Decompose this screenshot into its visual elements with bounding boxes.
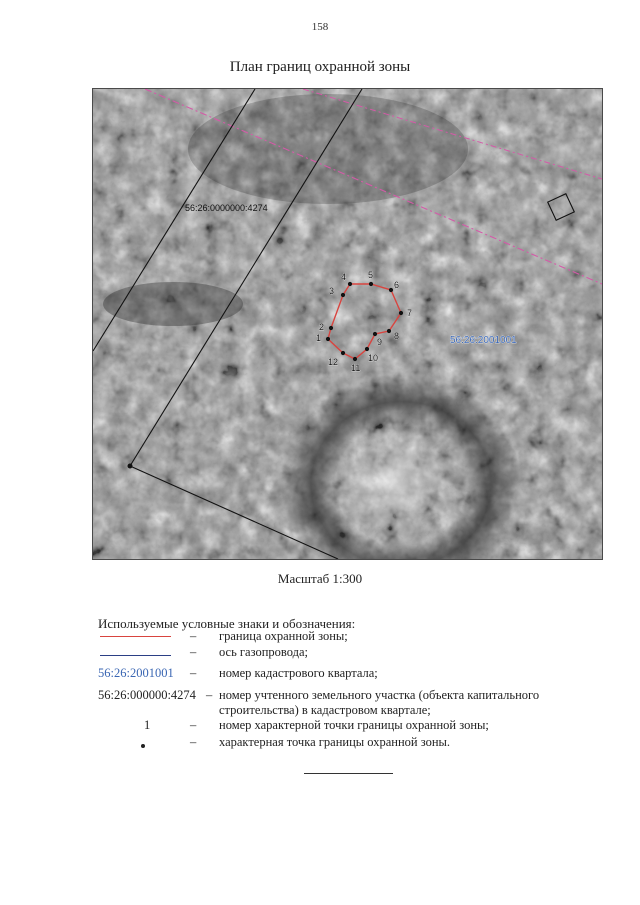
zone-point-2 bbox=[329, 326, 333, 330]
legend-dash: – bbox=[190, 735, 197, 749]
legend-desc: ось газопровода; bbox=[219, 645, 309, 659]
zone-point-11 bbox=[353, 357, 357, 361]
zone-point-number-12: 12 bbox=[328, 357, 339, 367]
legend-parcel-sample: 56:26:000000:4274 bbox=[98, 688, 196, 702]
zone-point-4 bbox=[348, 282, 352, 286]
map-scale: Масштаб 1:300 bbox=[277, 571, 363, 586]
zone-point-number-2: 2 bbox=[319, 322, 325, 332]
legend-dash: – bbox=[190, 666, 197, 680]
parcel-corner-point bbox=[128, 464, 133, 469]
zone-point-8 bbox=[387, 329, 391, 333]
legend-blue-line-symbol bbox=[100, 655, 171, 656]
zone-point-number-3: 3 bbox=[329, 286, 335, 296]
zone-point-number-9: 9 bbox=[377, 337, 383, 347]
zone-point-number-4: 4 bbox=[341, 272, 347, 282]
legend-red-line-symbol bbox=[100, 636, 171, 637]
zone-point-number-10: 10 bbox=[368, 353, 379, 363]
zone-point-number-5: 5 bbox=[368, 270, 374, 280]
legend-dash: – bbox=[206, 688, 213, 702]
map-svg bbox=[93, 89, 602, 559]
legend-desc: номер кадастрового квартала; bbox=[219, 666, 378, 680]
zone-point-number-11: 11 bbox=[351, 363, 361, 373]
legend-point-dot-symbol bbox=[141, 744, 145, 748]
legend-desc: номер учтенного земельного участка (объекта капитального строительства) в кадастровом квартале; bbox=[219, 688, 540, 717]
page-title: План границ охранной зоны bbox=[229, 59, 411, 75]
map-plan bbox=[92, 88, 603, 560]
bottom-rule bbox=[304, 773, 393, 774]
zone-point-12 bbox=[341, 351, 345, 355]
zone-point-3 bbox=[341, 293, 345, 297]
zone-point-1 bbox=[326, 337, 330, 341]
zone-point-9 bbox=[373, 332, 377, 336]
legend-desc: граница охранной зоны; bbox=[219, 629, 348, 643]
parcel-number-label: 56:26:0000000:4274 bbox=[185, 203, 268, 213]
legend-desc: номер характерной точки границы охранной зоны; bbox=[219, 718, 489, 732]
legend-dash: – bbox=[190, 718, 197, 732]
zone-point-number-1: 1 bbox=[316, 333, 322, 343]
zone-point-10 bbox=[365, 347, 369, 351]
legend-quarter-sample: 56:26:2001001 bbox=[98, 666, 174, 680]
zone-point-number-7: 7 bbox=[407, 308, 413, 318]
quarter-number-label: 56:26:2001001 bbox=[450, 335, 517, 346]
legend-point-number-sample: 1 bbox=[144, 718, 151, 732]
zone-point-6 bbox=[389, 288, 393, 292]
zone-point-7 bbox=[399, 311, 403, 315]
legend-dash: – bbox=[190, 645, 197, 659]
legend-title: Используемые условные знаки и обозначения: bbox=[98, 616, 356, 631]
page-number: 158 bbox=[311, 21, 329, 33]
zone-point-number-6: 6 bbox=[394, 280, 400, 290]
legend-desc: характерная точка границы охранной зоны. bbox=[219, 735, 451, 749]
zone-point-number-8: 8 bbox=[394, 331, 400, 341]
legend-dash: – bbox=[190, 629, 197, 643]
zone-point-5 bbox=[369, 282, 373, 286]
